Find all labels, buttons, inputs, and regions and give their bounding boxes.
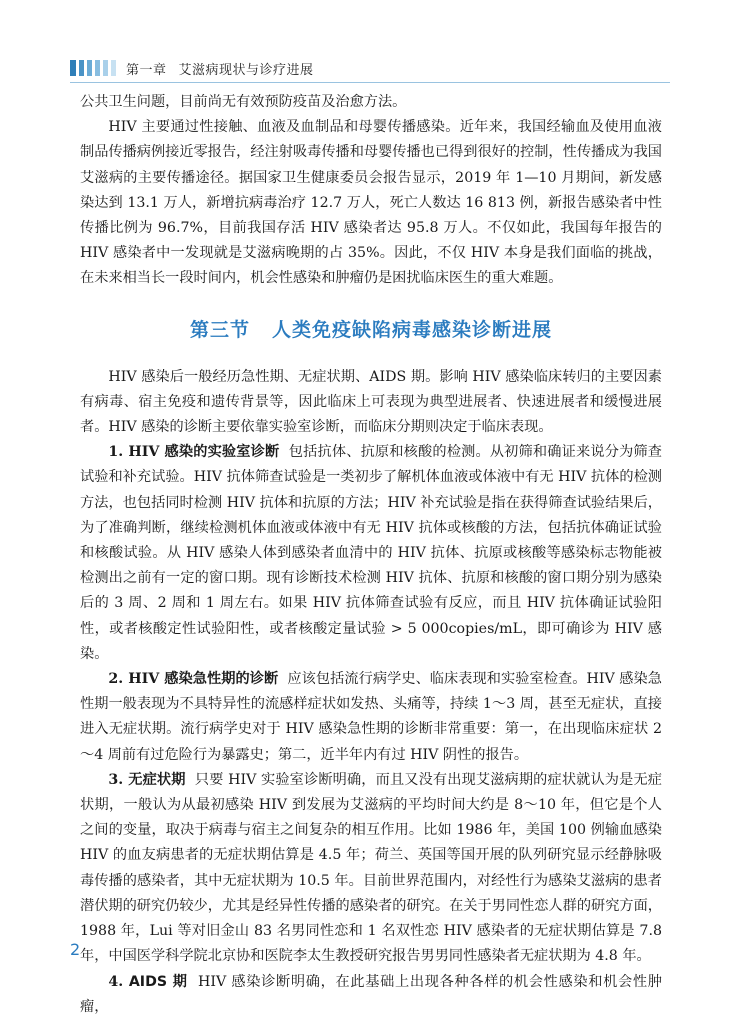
item-text: 只要 HIV 实验室诊断明确，而且又没有出现艾滋病期的症状就认为是无症状期，一般认为从最初感染 HIV 到发展为艾滋病的平均时间大约是 8～10 年，但它是个人之间的变量，取决于病毒与宿主之间复杂的相互作用。比如 1986 年，美国 100 例输血感染 HIV 的血友病患者的无症状期估算是 4.5 年；荷兰、英国等国开展的队列研究显示经静脉吸毒传播的感染者，其中无症状期为 10.5 年。目前世界范围内，对经性行为感染艾滋病的患者潜伏期的研究仍较少，尤其是经异性传播的感染者的研究。在关于男同性恋人群的研究方面，1988 年，Lui 等对旧金山 83 名男同性恋和 1 名双性恋 HIV 感染者的无症状期估算是 7.8 年，中国医学科学院北京协和医院李太生教授研究报告男男同性感染者无症状期为 4.8 年。	[80, 771, 662, 965]
page-number: 2	[70, 940, 81, 959]
section-number: 第三节	[189, 318, 250, 341]
paragraph-section-intro: HIV 感染后一般经历急性期、无症状期、AIDS 期。影响 HIV 感染临床转归的主要因素有病毒、宿主免疫和遗传背景等，因此临床上可表现为典型进展者、快速进展者和缓慢进展者。HIV 感染的诊断主要依靠实验室诊断，而临床分期则决定于临床表现。	[80, 368, 662, 436]
chapter-label: 第一章	[126, 62, 167, 78]
item-acute-phase	[80, 667, 662, 768]
item-heading: 4. AIDS 期	[108, 973, 188, 990]
item-asymptomatic-phase	[80, 768, 662, 970]
section-heading	[80, 317, 662, 343]
item-lab-diagnosis	[80, 440, 662, 667]
item-heading: 3. 无症状期	[108, 771, 186, 788]
header-decoration-bars	[70, 60, 116, 76]
item-aids-phase	[80, 970, 662, 1020]
item-heading: 1. HIV 感染的实验室诊断	[108, 444, 280, 461]
chapter-title: 艾滋病现状与诊疗进展	[178, 62, 314, 78]
item-text: 包括抗体、抗原和核酸的检测。从初筛和确证来说分为筛查试验和补充试验。HIV 抗体筛查试验是一类初步了解机体血液或体液中有无 HIV 抗体的检测方法，也包括同时检测 HIV 抗体和抗原的方法；HIV 补充试验是指在获得筛查试验结果后，为了准确判断，继续检测机体血液或体液中有无 HIV 抗体或核酸的方法，包括抗体确证试验和核酸试验。从 HIV 感染人体到感染者血清中的 HIV 抗体、抗原或核酸等感染标志物能被检测出之前有一定的窗口期。现有诊断技术检测 HIV 抗体、抗原和核酸的窗口期分别为感染后的 3 周、2 周和 1 周左右。如果 HIV 抗体筛查试验有反应，而且 HIV 抗体确证试验阳性，或者核酸定性试验阳性，或者核酸定量试验 > 5 000copies/mL，即可确诊为 HIV 感染。	[80, 444, 662, 662]
header-rule	[70, 82, 670, 83]
page-body	[80, 90, 662, 1020]
running-header	[70, 56, 670, 80]
item-text: 应该包括流行病学史、临床表现和实验室检查。HIV 感染急性期一般表现为不具特异性的流感样症状如发热、头痛等，持续 1～3 周，甚至无症状，直接进入无症状期。流行病学史对于 HIV 感染急性期的诊断非常重要：第一，在出现临床症状 2～4 周前有过危险行为暴露史；第二，近半年内有过 HIV 阴性的报告。	[80, 671, 662, 763]
section-title: 人类免疫缺陷病毒感染诊断进展	[272, 318, 553, 341]
item-text: HIV 感染诊断明确，在此基础上出现各种各样的机会性感染和机会性肿瘤，	[80, 973, 662, 1015]
item-heading: 2. HIV 感染急性期的诊断	[108, 671, 279, 688]
paragraph-transmission: HIV 主要通过性接触、血液及血制品和母婴传播感染。近年来，我国经输血及使用血液制品传播病例接近零报告，经注射吸毒传播和母婴传播也已得到很好的控制，性传播成为我国艾滋病的主要传播途径。据国家卫生健康委员会报告显示，2019 年 1—10 月期间，新发感染达到 13.1 万人，新增抗病毒治疗 12.7 万人，死亡人数达 16 813 例，新报告感染者中性传播比例为 96.7%，目前我国存活 HIV 感染者达 95.8 万人。不仅如此，我国每年报告的 HIV 感染者中一发现就是艾滋病晚期的占 35%。因此，不仅 HIV 本身是我们面临的挑战，在未来相当长一段时间内，机会性感染和肿瘤仍是困扰临床医生的重大难题。	[80, 119, 662, 287]
paragraph-continued: 公共卫生问题，目前尚无有效预防疫苗及治愈方法。	[80, 94, 407, 110]
